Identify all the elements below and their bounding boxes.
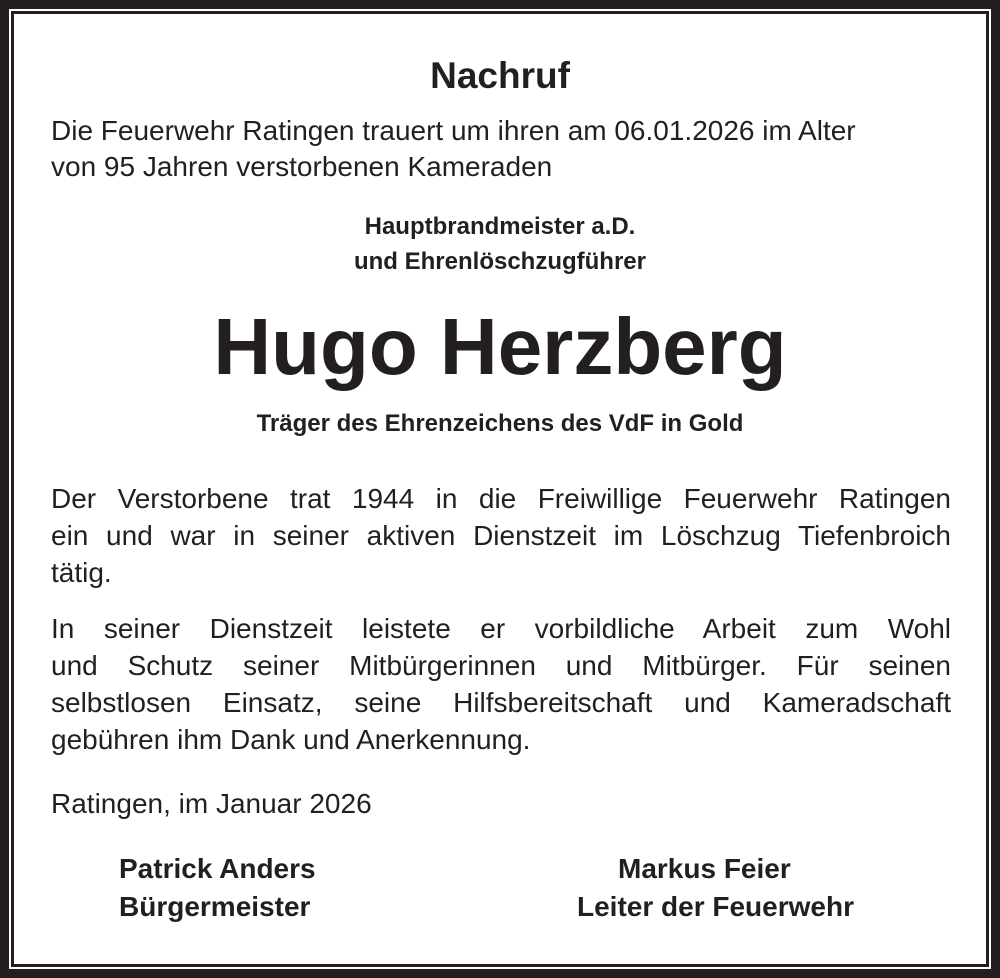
rank-line-2: und Ehrenlöschzugführer [353,248,646,275]
signatory-name: Patrick Anders [119,853,316,884]
paragraph-line: In seiner Dienstzeit leistete er vorbildliche Arbeit zum Wohl [51,613,951,644]
notice-title: Nachruf [430,55,570,96]
signatory-role: Bürgermeister [119,891,311,922]
paragraph-line: und Schutz seiner Mitbürgerinnen und Mitbürger. Für seinen [51,650,951,681]
rank-line-1: Hauptbrandmeister a.D. [364,213,636,240]
award-line: Träger des Ehrenzeichens des VdF in Gold [256,410,744,437]
paragraph-tribute [51,610,951,758]
paragraph-line: Der Verstorbene trat 1944 in die Freiwillige Feuerwehr Ratingen [51,483,951,514]
intro-line-1: Die Feuerwehr Ratingen trauert um ihren am 06.01.2026 im Alter [51,115,856,146]
paragraph-line: gebühren ihm Dank und Anerkennung. [51,724,531,755]
paragraph-service-history [51,480,951,591]
deceased-name: Hugo Herzberg [213,302,787,391]
signatory-role: Leiter der Feuerwehr [577,891,854,922]
paragraph-line: tätig. [51,557,112,588]
paragraph-line: ein und war in seiner aktiven Dienstzeit im Löschzug Tiefenbroich [51,520,951,551]
intro-line-2: von 95 Jahren verstorbenen Kameraden [51,151,553,182]
place-and-date: Ratingen, im Januar 2026 [51,788,372,819]
signatory-name: Markus Feier [618,853,791,884]
paragraph-line: selbstlosen Einsatz, seine Hilfsbereitschaft und Kameradschaft [51,687,951,718]
